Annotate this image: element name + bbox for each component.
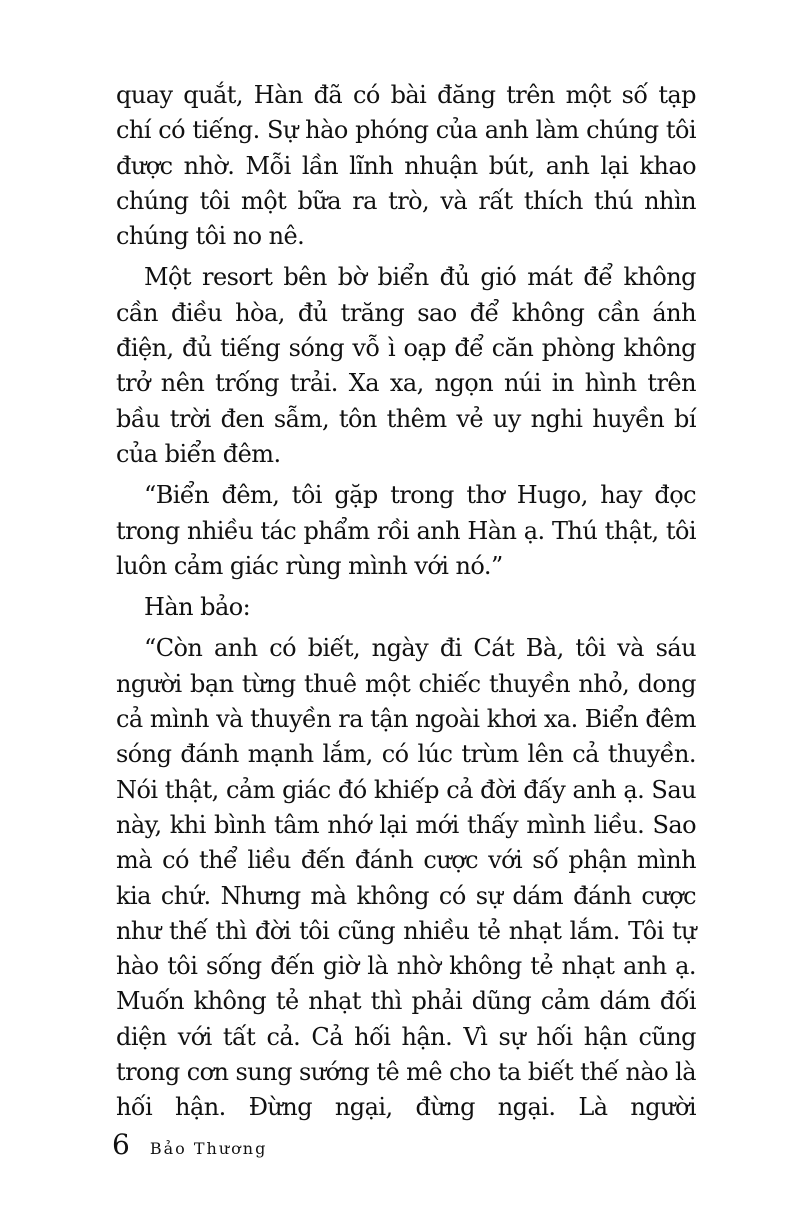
author-running-head: Bảo Thương (149, 1139, 268, 1158)
paragraph-continuation: quay quắt, Hàn đã có bài đăng trên một số tạp chí có tiếng. Sự hào phóng của anh làm chúng tôi được nhờ. Mỗi lần lĩnh nhuận bút, anh lại khao chúng tôi một bữa ra trò, và rất thích thú nhìn chúng tôi no nê. (116, 81, 696, 251)
paragraph-quote-night-sea: “Biển đêm, tôi gặp trong thơ Hugo, hay đọc trong nhiều tác phẩm rồi anh Hàn ạ. Thú thật, tôi luôn cảm giác rùng mình với nó.” (116, 481, 696, 580)
paragraph-quote-cat-ba: “Còn anh có biết, ngày đi Cát Bà, tôi và sáu người bạn từng thuê một chiếc thuyền nhỏ, dong cả mình và thuyền ra tận ngoài khơi xa. Biển đêm sóng đánh mạnh lắm, có lúc trùm lên cả thuyền. Nói thật, cảm giác đó khiếp cả đời đấy anh ạ. Sau này, khi bình tâm nhớ lại mới thấy mình liều. Sao mà có thể liều đến đánh cược với số phận mình kia chứ. Nhưng mà không có sự dám đánh cược như thế thì đời tôi cũng nhiều tẻ nhạt lắm. Tôi tự hào tôi sống đến giờ là nhờ không tẻ nhạt anh ạ. Muốn không tẻ nhạt thì phải dũng cảm dám đối diện với tất cả. Cả hối hận. Vì sự hối hận cũng trong cơn sung sướng tê mê cho ta biết thế nào là hối hận. Đừng ngại, đừng ngại. Là người (116, 634, 696, 1122)
paragraph-resort: Một resort bên bờ biển đủ gió mát để không cần điều hòa, đủ trăng sao để không cần ánh điện, đủ tiếng sóng vỗ ì oạp để căn phòng không trở nên trống trải. Xa xa, ngọn núi in hình trên bầu trời đen sẫm, tôn thêm vẻ uy nghi huyền bí của biển đêm. (116, 263, 696, 468)
page-footer (112, 1128, 267, 1161)
paragraph-han-said: Hàn bảo: (144, 593, 251, 622)
page-number: 6 (112, 1128, 130, 1161)
body-text (116, 78, 696, 1126)
